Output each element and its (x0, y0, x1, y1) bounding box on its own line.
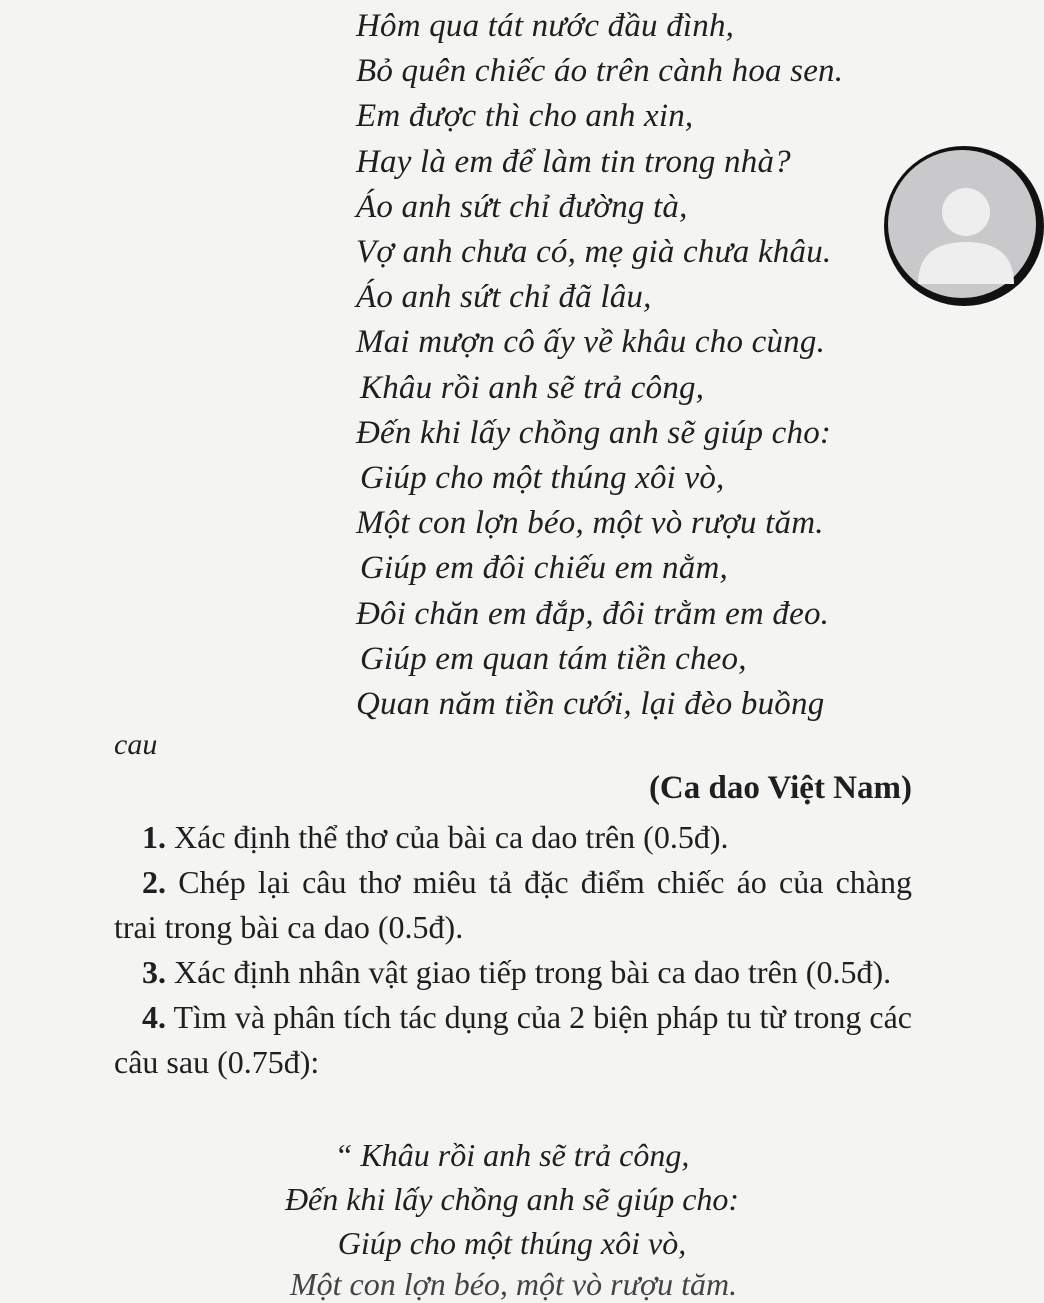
quote-line: “ Khâu rồi anh sẽ trả công, (334, 1137, 690, 1173)
poem-line: Áo anh sứt chỉ đã lâu, (356, 279, 652, 316)
poem-line: Giúp em đôi chiếu em nằm, (360, 550, 728, 587)
poem-line: Em được thì cho anh xin, (356, 98, 694, 135)
poem-line: Bỏ quên chiếc áo trên cành hoa sen. (356, 53, 844, 90)
quote-line: Một con lợn béo, một vò rượu tăm. (290, 1266, 738, 1302)
question-item (114, 815, 912, 860)
question-number: 3. (142, 954, 166, 990)
poem-line: Một con lợn béo, một vò rượu tăm. (356, 505, 824, 542)
question-list (114, 815, 912, 1085)
floating-avatar-bubble[interactable] (884, 146, 1044, 306)
question-text: Tìm và phân tích tác dụng của 2 biện pháp tu từ trong các câu sau (0.75đ): (114, 999, 912, 1080)
poem-overflow-word: cau (114, 728, 158, 761)
poem-line: Hôm qua tát nước đầu đình, (356, 8, 735, 44)
question-number: 1. (142, 819, 166, 855)
poem-line: Giúp em quan tám tiền cheo, (360, 640, 747, 677)
user-avatar-icon[interactable] (888, 150, 1036, 298)
poem-line: Mai mượn cô ấy về khâu cho cùng. (356, 324, 826, 361)
poem-line: Quan năm tiền cưới, lại đèo buồng (356, 686, 825, 723)
question-text: Chép lại câu thơ miêu tả đặc điểm chiếc áo của chàng trai trong bài ca dao (0.5đ). (114, 864, 912, 945)
poem-line: Đến khi lấy chồng anh sẽ giúp cho: (356, 414, 832, 451)
poem (356, 4, 916, 727)
question-number: 2. (142, 864, 166, 900)
poem-line: Đôi chăn em đắp, đôi trằm em đeo. (356, 595, 830, 632)
poem-line: Áo anh sứt chỉ đường tà, (356, 188, 688, 225)
quote-line: Giúp cho một thúng xôi vò, (337, 1225, 687, 1261)
question-item (114, 950, 912, 995)
quote-line-cut-off (290, 1266, 790, 1302)
question-item (114, 995, 912, 1085)
question-text: Xác định thể thơ của bài ca dao trên (0.5đ). (166, 819, 729, 855)
question-number: 4. (142, 999, 166, 1035)
poem-line: Vợ anh chưa có, mẹ già chưa khâu. (356, 234, 832, 271)
poem-line: Khâu rồi anh sẽ trả công, (360, 369, 705, 406)
poem-line: Giúp cho một thúng xôi vò, (360, 460, 725, 497)
question-text: Xác định nhân vật giao tiếp trong bài ca dao trên (0.5đ). (166, 954, 892, 990)
poem-line: Hay là em để làm tin trong nhà? (356, 143, 791, 180)
quoted-verse (0, 1133, 1024, 1265)
poem-source: (Ca dao Việt Nam) (648, 770, 912, 806)
question-item (114, 860, 912, 950)
user-silhouette-icon (888, 150, 1036, 298)
quote-line: Đến khi lấy chồng anh sẽ giúp cho: (284, 1181, 740, 1217)
